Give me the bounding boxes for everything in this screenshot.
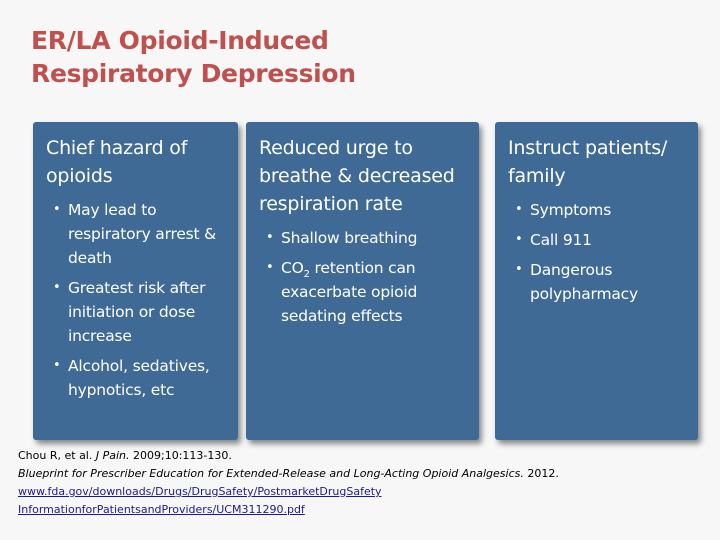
bullet-icon: • xyxy=(515,232,523,247)
list-item-text: Symptoms xyxy=(530,201,612,219)
fda-link-continued[interactable]: InformationforPatientsandProviders/UCM311290.pdf xyxy=(18,503,305,516)
list-item xyxy=(46,276,228,348)
list-item-text: Shallow breathing xyxy=(281,229,418,247)
list-item-text: Alcohol, sedatives, hypnotics, etc xyxy=(68,357,210,399)
fda-link[interactable]: www.fda.gov/downloads/Drugs/DrugSafety/PostmarketDrugSafety xyxy=(18,485,382,498)
list-item-text: May lead to respiratory arrest & death xyxy=(68,201,217,267)
slide-title xyxy=(31,24,631,90)
card-chief-hazard xyxy=(33,122,238,440)
bullet-icon: • xyxy=(266,260,274,275)
list-item xyxy=(508,198,688,222)
bullet-icon: • xyxy=(53,202,61,217)
list-item xyxy=(508,228,688,252)
references xyxy=(18,447,718,519)
list-item xyxy=(259,256,469,328)
bullet-icon: • xyxy=(53,358,61,373)
list-item-text: $CO_2$ retention can exacerbate opioid sedating effects xyxy=(281,259,418,325)
list-item xyxy=(46,198,228,270)
card-heading: Instruct patients/ family xyxy=(508,137,668,187)
list-item xyxy=(508,258,688,306)
bullet-icon: • xyxy=(53,280,61,295)
list-item-text: Greatest risk after initiation or dose increase xyxy=(68,279,206,345)
title-line-2: Respiratory Depression xyxy=(31,59,356,88)
bullet-icon: • xyxy=(266,230,274,245)
title-line-1: ER/LA Opioid-Induced xyxy=(31,26,329,55)
bullet-list xyxy=(46,198,228,402)
card-instruct-patients xyxy=(495,122,698,440)
bullet-icon: • xyxy=(515,262,523,277)
card-heading: Chief hazard of opioids xyxy=(46,137,188,187)
list-item-text: Dangerous polypharmacy xyxy=(530,261,638,303)
card-heading: Reduced urge to breathe & decreased respiration rate xyxy=(259,137,455,215)
card-reduced-urge xyxy=(246,122,479,440)
bullet-list xyxy=(259,226,469,328)
bullet-list xyxy=(508,198,688,306)
reference-2: Blueprint for Prescriber Education for Extended-Release and Long-Acting Opioid Analgesics. 2012. xyxy=(18,467,559,480)
bullet-icon: • xyxy=(515,202,523,217)
list-item xyxy=(46,354,228,402)
list-item-text: Call 911 xyxy=(530,231,592,249)
reference-1: Chou R, et al. J Pain. 2009;10:113-130. xyxy=(18,449,232,462)
list-item xyxy=(259,226,469,250)
